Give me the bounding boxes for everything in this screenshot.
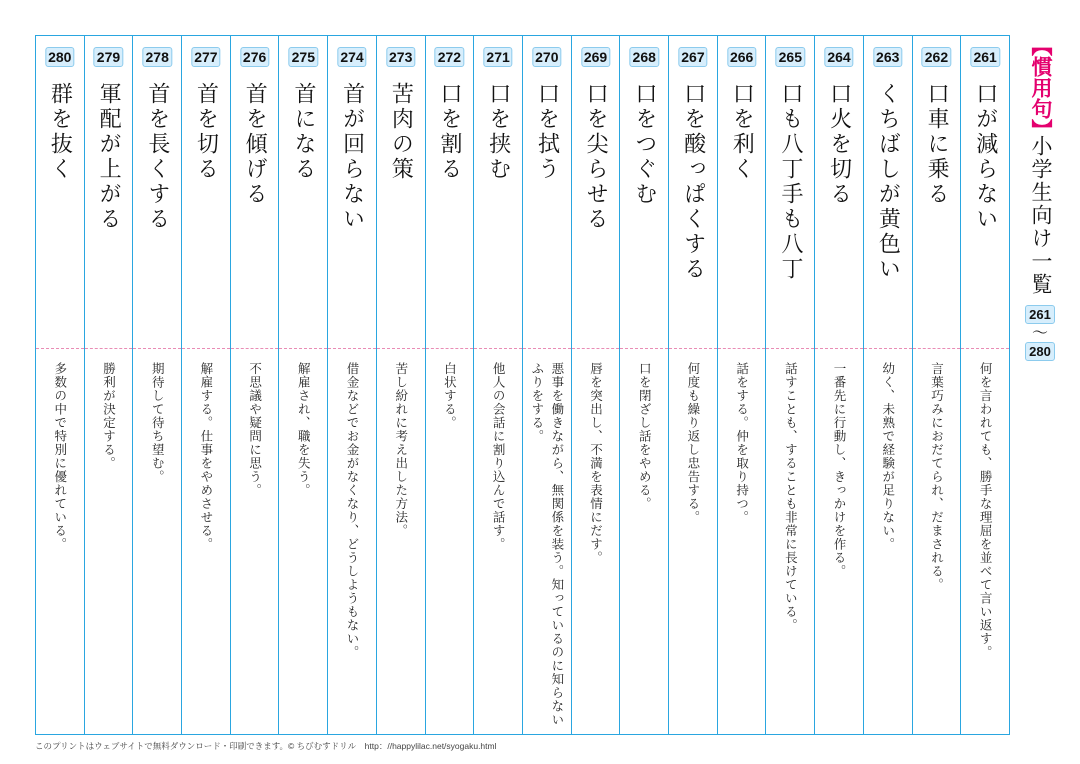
dashed-divider: [913, 348, 961, 349]
dashed-divider: [864, 348, 912, 349]
dashed-divider: [231, 348, 279, 349]
idiom-phrase: 首を切る: [193, 82, 219, 182]
idiom-column: [84, 36, 133, 734]
idiom-meaning: 言葉巧みにおだてられ、だまされる。: [929, 362, 945, 592]
idiom-column: [522, 36, 571, 734]
idiom-number: 264: [824, 47, 853, 67]
dashed-divider: [279, 348, 327, 349]
idiom-meaning: 何を言われても、勝手な理屈を並べて言い返す。: [978, 362, 994, 659]
idiom-number: 280: [45, 47, 74, 67]
idiom-phrase: 口を酸っぱくする: [680, 82, 706, 282]
idiom-meaning: 借金などでお金がなくなり、どうしようもない。: [345, 362, 360, 659]
idiom-phrase: 群を抜く: [47, 82, 73, 182]
dashed-divider: [718, 348, 766, 349]
idiom-phrase: 口車に乗る: [924, 82, 950, 207]
idiom-meaning: 幼く、未熟で経験が足りない。: [880, 362, 896, 551]
idiom-meaning: 苦し紛れに考え出した方法。: [393, 362, 409, 538]
dashed-divider: [766, 348, 814, 349]
category-label: 【慣用句】: [1029, 35, 1053, 140]
idiom-column: [473, 36, 522, 734]
idiom-meaning: 何度も繰り返し忠告する。: [685, 362, 701, 524]
dashed-divider: [620, 348, 668, 349]
idiom-column: [230, 36, 279, 734]
idiom-meaning: 唇を突出し、不満を表情にだす。: [588, 362, 604, 565]
idiom-meaning: 不思議や疑問に思う。: [247, 362, 263, 497]
idiom-number: 272: [435, 47, 464, 67]
idiom-phrase: 軍配が上がる: [96, 82, 122, 232]
idiom-number: 273: [386, 47, 415, 67]
dashed-divider: [377, 348, 425, 349]
dashed-divider: [961, 348, 1009, 349]
idiom-phrase: 口を利く: [729, 82, 755, 182]
dashed-divider: [85, 348, 133, 349]
idiom-number: 275: [289, 47, 318, 67]
idiom-column: [132, 36, 181, 734]
dashed-divider: [182, 348, 230, 349]
idiom-meaning: 口を閉ざし話をやめる。: [637, 362, 653, 511]
idiom-column: [814, 36, 863, 734]
idiom-column: [571, 36, 620, 734]
idiom-column: [668, 36, 717, 734]
idiom-meaning: 一番先に行動し、きっかけを作る。: [832, 362, 848, 578]
idiom-phrase: 口が減らない: [972, 82, 998, 232]
range-tilde: ～: [1031, 323, 1048, 342]
idiom-number: 261: [970, 47, 999, 67]
idiom-number: 271: [483, 47, 512, 67]
idiom-column: [278, 36, 327, 734]
idiom-meaning: 他人の会話に割り込んで話す。: [491, 362, 507, 551]
idiom-number: 270: [532, 47, 561, 67]
idiom-meaning: 期待して待ち望む。: [150, 362, 166, 484]
dashed-divider: [815, 348, 863, 349]
dashed-divider: [669, 348, 717, 349]
idiom-column: [619, 36, 668, 734]
idiom-meaning: 解雇され、職を失う。: [296, 362, 312, 497]
idiom-phrase: 口を拭う: [534, 82, 560, 182]
idiom-phrase: 首を長くする: [144, 82, 170, 232]
idiom-phrase: 口火を切る: [826, 82, 852, 207]
dashed-divider: [523, 348, 571, 349]
idiom-column: [425, 36, 474, 734]
dashed-divider: [133, 348, 181, 349]
idiom-meaning: 白状する。: [442, 362, 458, 430]
idiom-phrase: 首が回らない: [339, 82, 365, 232]
idiom-column: [327, 36, 376, 734]
idiom-phrase: 口を尖らせる: [583, 82, 609, 232]
idiom-phrase: 口を割る: [437, 82, 463, 182]
idiom-meaning: 悪事を働きながら、無関係を装う。知っているのに知らないふりをする。: [529, 362, 565, 727]
idiom-meaning: 勝利が決定する。: [101, 362, 117, 470]
idiom-column: [376, 36, 425, 734]
page-title: 小学生向け一覧: [1029, 135, 1053, 296]
idiom-number: 263: [873, 47, 902, 67]
idiom-column: [912, 36, 961, 734]
dashed-divider: [36, 348, 84, 349]
idiom-column: [765, 36, 814, 734]
idiom-column: [36, 36, 84, 734]
range-end: 280: [1025, 342, 1055, 361]
idiom-number: 267: [678, 47, 707, 67]
idiom-number: 266: [727, 47, 756, 67]
idiom-phrase: 苦肉の策: [388, 82, 414, 182]
idiom-phrase: 首になる: [290, 82, 316, 182]
idiom-column: [181, 36, 230, 734]
dashed-divider: [474, 348, 522, 349]
idiom-column: [717, 36, 766, 734]
idiom-meaning: 話をする。仲を取り持つ。: [734, 362, 750, 524]
idiom-phrase: 口を挟む: [485, 82, 511, 182]
idiom-number: 262: [922, 47, 951, 67]
footer-credit[interactable]: このプリントはウェブサイトで無料ダウンロード・印刷できます。© ちびむすドリル http：//happylilac.net/syogaku.html: [35, 741, 497, 751]
dashed-divider: [572, 348, 620, 349]
range-indicator: [1025, 305, 1055, 361]
idiom-table: [35, 35, 1010, 735]
dashed-divider: [426, 348, 474, 349]
idiom-number: 276: [240, 47, 269, 67]
idiom-number: 278: [143, 47, 172, 67]
idiom-number: 277: [191, 47, 220, 67]
idiom-column: [863, 36, 912, 734]
idiom-number: 279: [94, 47, 123, 67]
idiom-phrase: くちばしが黄色い: [875, 82, 901, 282]
range-start: 261: [1025, 305, 1055, 324]
idiom-meaning: 多数の中で特別に優れている。: [52, 362, 68, 551]
dashed-divider: [328, 348, 376, 349]
idiom-phrase: 首を傾げる: [242, 82, 268, 207]
idiom-meaning: 解雇する。仕事をやめさせる。: [198, 362, 214, 551]
idiom-number: 265: [776, 47, 805, 67]
idiom-number: 268: [630, 47, 659, 67]
idiom-number: 269: [581, 47, 610, 67]
idiom-phrase: 口をつぐむ: [631, 82, 657, 207]
idiom-number: 274: [337, 47, 366, 67]
idiom-meaning: 話すことも、することも非常に長けている。: [783, 362, 799, 632]
idiom-column: [960, 36, 1009, 734]
idiom-phrase: 口も八丁手も八丁: [777, 82, 803, 282]
